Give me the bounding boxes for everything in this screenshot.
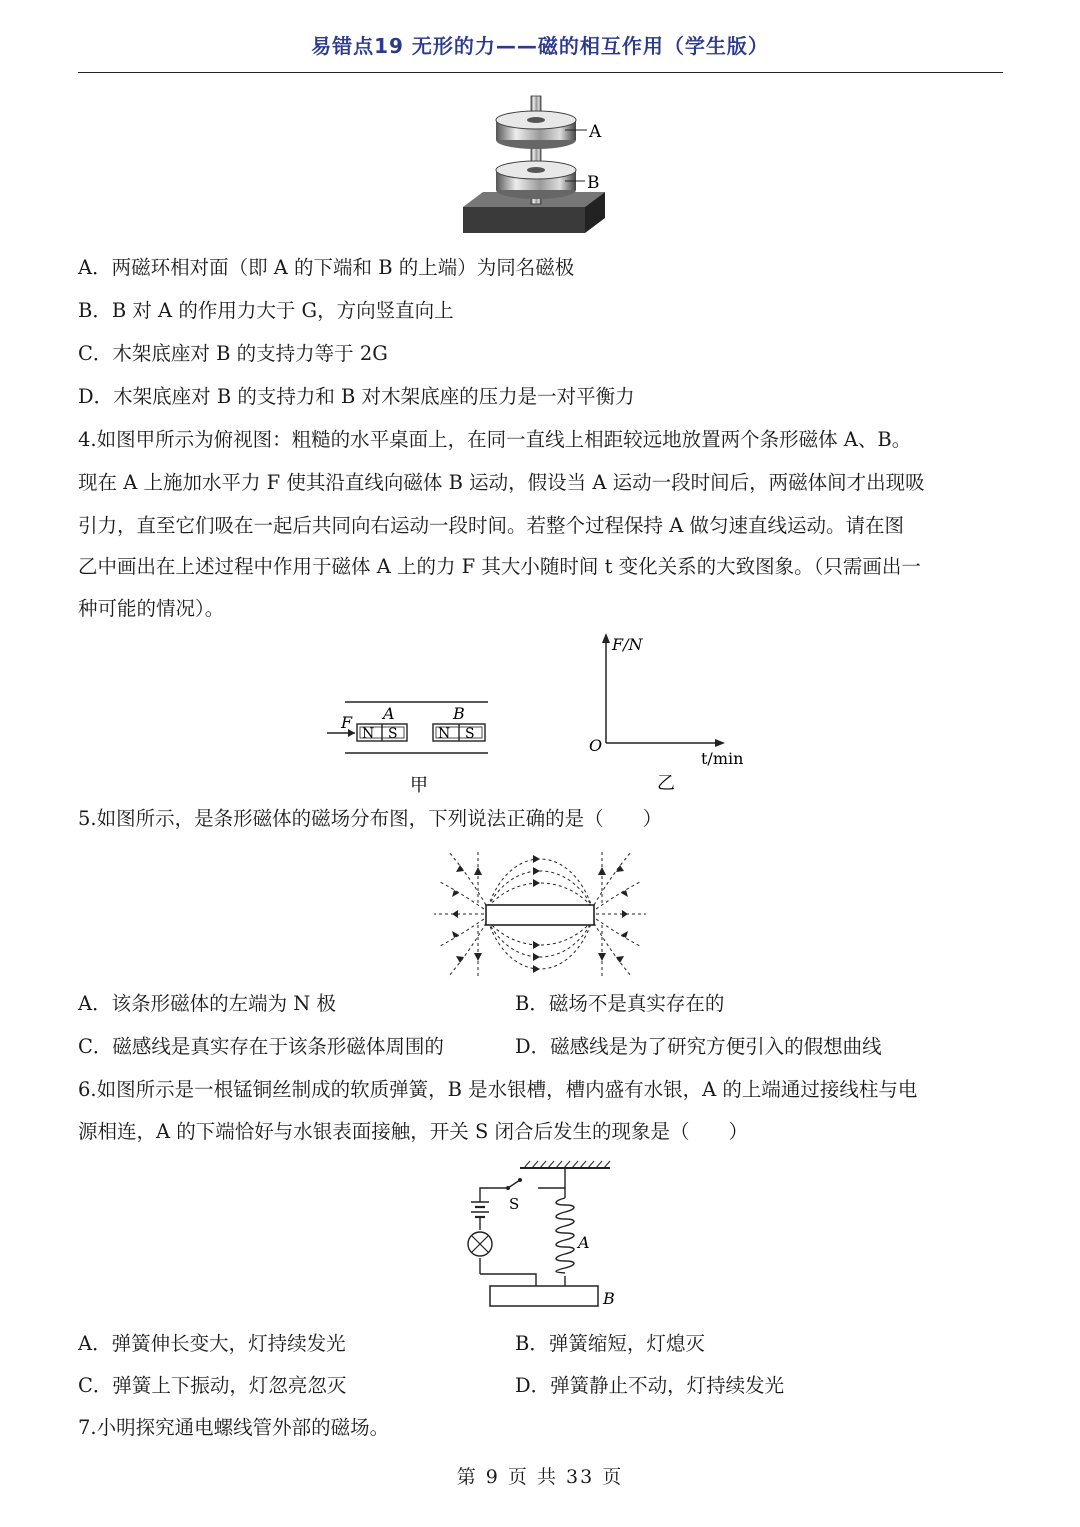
magnet-b-label: B xyxy=(453,704,465,723)
q4-stem-line-3: 引力，直至它们吸在一起后共同向右运动一段时间。若整个过程保持 A 做匀速直线运动。请在图 xyxy=(78,514,904,537)
x-axis-label: t/min xyxy=(701,749,744,768)
spring-a-label: A xyxy=(578,1233,590,1252)
spring-circuit-figure xyxy=(458,1158,633,1313)
ring-a-label: A xyxy=(589,122,602,142)
q6-option-b: B．弹簧缩短，灯熄灭 xyxy=(515,1332,705,1355)
q4-stem-line-4: 乙中画出在上述过程中作用于磁体 A 上的力 F 其大小随时间 t 变化关系的大致图象。（只需画出一 xyxy=(78,555,921,578)
q5-option-d: D．磁感线是为了研究方便引入的假想曲线 xyxy=(515,1035,882,1058)
q4-stem-line-5: 种可能的情况）。 xyxy=(78,597,225,620)
magnet-a-label: A xyxy=(383,704,395,723)
page-header-title: 易错点19 无形的力——磁的相互作用（学生版） xyxy=(311,34,769,58)
figure-yi-force-time-axes xyxy=(585,628,755,798)
q6-option-d: D．弹簧静止不动，灯持续发光 xyxy=(515,1374,785,1397)
ring-b-label: B xyxy=(587,173,600,193)
q6-stem-line-1: 6.如图所示是一根锰铜丝制成的软质弹簧，B 是水银槽，槽内盛有水银，A 的上端通过接线柱与电 xyxy=(78,1078,918,1101)
q6-stem-line-2: 源相连，A 的下端恰好与水银表面接触，开关 S 闭合后发生的现象是（ ） xyxy=(78,1120,749,1143)
q5-stem: 5.如图所示，是条形磁体的磁场分布图，下列说法正确的是（ ） xyxy=(78,807,663,830)
origin-label: O xyxy=(589,736,603,755)
header-divider xyxy=(78,72,1003,73)
q5-option-b: B．磁场不是真实存在的 xyxy=(515,992,725,1015)
q7-stem: 7.小明探究通电螺线管外部的磁场。 xyxy=(78,1416,390,1439)
q3-option-c: C．木架底座对 B 的支持力等于 2G xyxy=(78,342,388,365)
trough-b-label: B xyxy=(603,1289,615,1308)
magnet-a-pole-s: S xyxy=(388,726,398,742)
q3-option-d: D．木架底座对 B 的支持力和 B 对木架底座的压力是一对平衡力 xyxy=(78,385,635,408)
q3-option-a: A．两磁环相对面（即 A 的下端和 B 的上端）为同名磁极 xyxy=(78,256,575,279)
magnet-a-pole-n: N xyxy=(362,726,375,742)
q4-stem-line-2: 现在 A 上施加水平力 F 使其沿直线向磁体 B 运动，假设当 A 运动一段时间后，两磁体间才出现吸 xyxy=(78,471,925,494)
magnet-rings-figure xyxy=(455,92,625,237)
bar-magnet-field-lines-figure xyxy=(430,845,650,980)
magnet-b-pole-s: S xyxy=(465,726,475,742)
magnet-b-pole-n: N xyxy=(438,726,451,742)
y-axis-label: F/N xyxy=(612,635,643,654)
figure-yi-caption: 乙 xyxy=(657,773,675,794)
figure-jia-caption: 甲 xyxy=(410,775,428,796)
q6-option-c: C．弹簧上下振动，灯忽亮忽灭 xyxy=(78,1374,347,1397)
q4-stem-line-1: 4.如图甲所示为俯视图：粗糙的水平桌面上，在同一直线上相距较远地放置两个条形磁体 A、B。 xyxy=(78,428,912,451)
page-number-footer: 第 9 页 共 33 页 xyxy=(456,1466,624,1488)
force-f-label: F xyxy=(341,713,353,732)
q6-option-a: A．弹簧伸长变大，灯持续发光 xyxy=(78,1332,346,1355)
switch-s-label: S xyxy=(509,1195,520,1213)
q5-option-c: C．磁感线是真实存在于该条形磁体周围的 xyxy=(78,1035,444,1058)
figure-jia-magnets-top-view xyxy=(325,695,505,800)
q3-option-b: B．B 对 A 的作用力大于 G，方向竖直向上 xyxy=(78,299,454,322)
q5-option-a: A．该条形磁体的左端为 N 极 xyxy=(78,992,337,1015)
